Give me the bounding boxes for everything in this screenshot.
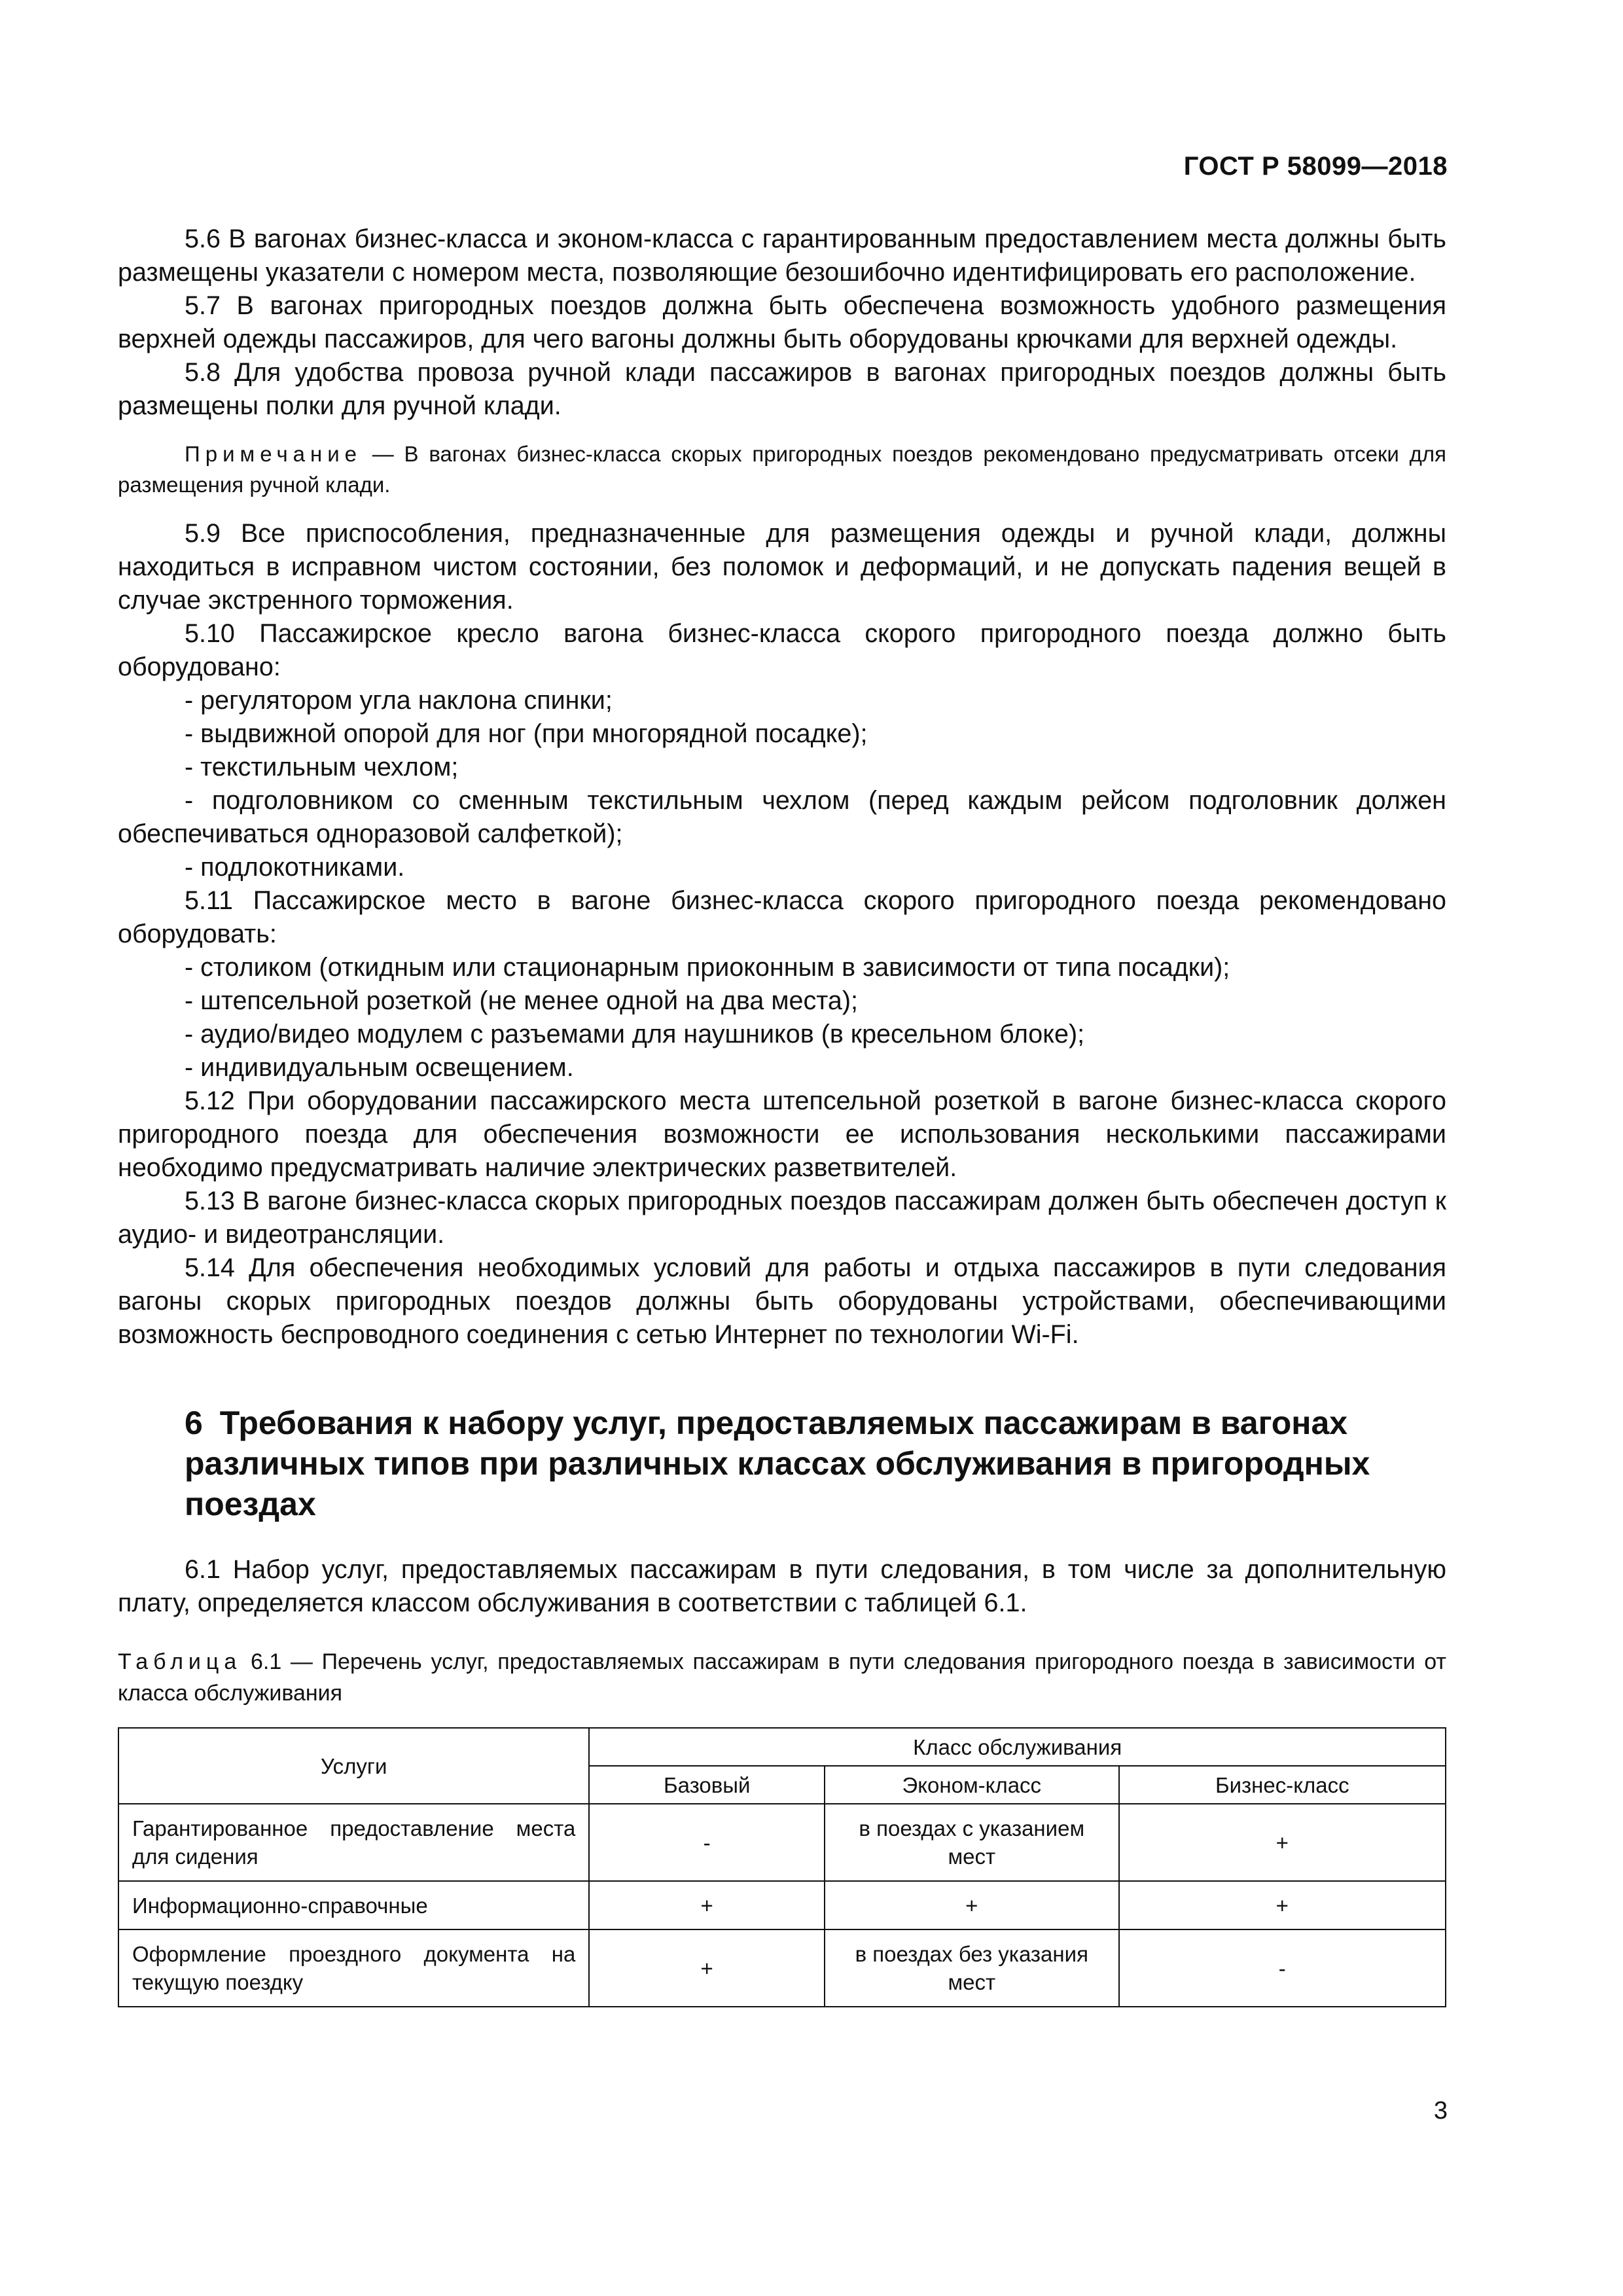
paragraph-6-1: 6.1 Набор услуг, предоставляемых пассажирам в пути следования, в том числе за дополнительную плату, определяется классом обслуживания в соответствии с таблицей 6.1. xyxy=(118,1555,1446,1617)
note-label: Примечание xyxy=(185,442,363,466)
table-caption-label: Таблица xyxy=(118,1649,242,1674)
table-caption-text: 6.1 — Перечень услуг, предоставляемых пассажирам в пути следования пригородного поезда в зависимости от класса обслуживания xyxy=(118,1649,1446,1706)
paragraph-5-14: 5.14 Для обеспечения необходимых условий для работы и отдыха пассажиров в пути следования вагоны скорых пригородных поездов должны быть оборудованы устройствами, обеспечивающими возможность беспроводного соединения с сетью Интернет по технологии Wi-Fi. xyxy=(118,1253,1446,1349)
list-item: - столиком (откидным или стационарным приоконным в зависимости от типа посадки); xyxy=(185,953,1230,982)
section-number: 6 xyxy=(185,1405,203,1441)
header-services: Услуги xyxy=(118,1728,589,1804)
service-cell: Информационно-справочные xyxy=(118,1881,589,1929)
value-cell: в поездах с указанием мест xyxy=(825,1804,1119,1881)
page-number: 3 xyxy=(1433,2097,1448,2125)
value-cell: + xyxy=(589,1881,825,1929)
value-cell: + xyxy=(589,1929,825,2007)
list-item: - штепсельной розеткой (не менее одной на два места); xyxy=(185,986,858,1015)
header-service-class: Класс обслуживания xyxy=(589,1728,1446,1766)
section-6-heading xyxy=(118,1403,1446,1524)
table-row xyxy=(118,1929,1446,2007)
paragraph-5-6: 5.6 В вагонах бизнес-класса и эконом-класса с гарантированным предоставлением места должны быть размещены указатели с номером места, позволяющие безошибочно идентифицировать его расположение. xyxy=(118,224,1446,287)
value-cell: + xyxy=(1119,1881,1446,1929)
services-table xyxy=(118,1727,1446,2007)
service-cell: Гарантированное предоставление места для сидения xyxy=(118,1804,589,1881)
paragraph-5-9: 5.9 Все приспособления, предназначенные для размещения одежды и ручной клади, должны находиться в исправном чистом состоянии, без поломок и деформаций, и не допускать падения вещей в случае экстренного торможения. xyxy=(118,519,1446,615)
list-item: - индивидуальным освещением. xyxy=(185,1053,574,1082)
table-row xyxy=(118,1804,1446,1881)
value-cell: - xyxy=(1119,1929,1446,2007)
list-item: - выдвижной опорой для ног (при многорядной посадке); xyxy=(185,719,868,748)
header-economy: Эконом-класс xyxy=(825,1766,1119,1804)
table-header-row xyxy=(118,1728,1446,1766)
note-text: — В вагонах бизнес-класса скорых пригородных поездов рекомендовано предусматривать отсеки для размещения ручной клади. xyxy=(118,442,1446,497)
list-item: - текстильным чехлом; xyxy=(185,753,459,781)
paragraph-5-12: 5.12 При оборудовании пассажирского места штепсельной розеткой в вагоне бизнес-класса скорого пригородного поезда для обеспечения возможности ее использования несколькими пассажирами необходимо предусматривать наличие электрических разветвителей. xyxy=(118,1086,1446,1182)
value-cell: в поездах без указания мест xyxy=(825,1929,1119,2007)
list-item: - аудио/видео модулем с разъемами для наушников (в кресельном блоке); xyxy=(185,1020,1085,1049)
list-item: - подлокотниками. xyxy=(185,853,405,882)
section-title: Требования к набору услуг, предоставляемых пассажирам в вагонах различных типов при различных классах обслуживания в пригородных поездах xyxy=(185,1405,1370,1522)
paragraph-5-10: 5.10 Пассажирское кресло вагона бизнес-класса скорого пригородного поезда должно быть оборудовано: xyxy=(118,619,1446,681)
list-item: - подголовником со сменным текстильным чехлом (перед каждым рейсом подголовник должен обеспечиваться одноразовой салфеткой); xyxy=(118,786,1446,848)
value-cell: + xyxy=(825,1881,1119,1929)
paragraph-5-11: 5.11 Пассажирское место в вагоне бизнес-класса скорого пригородного поезда рекомендовано оборудовать: xyxy=(118,886,1446,948)
table-row xyxy=(118,1881,1446,1929)
document-id-header: ГОСТ Р 58099—2018 xyxy=(1183,152,1448,181)
page-content xyxy=(118,223,1446,2007)
table-caption xyxy=(118,1646,1446,1709)
paragraph-5-13: 5.13 В вагоне бизнес-класса скорых пригородных поездов пассажирам должен быть обеспечен доступ к аудио- и видеотрансляции. xyxy=(118,1187,1446,1249)
paragraph-5-8: 5.8 Для удобства провоза ручной клади пассажиров в вагонах пригородных поездов должны быть размещены полки для ручной клади. xyxy=(118,358,1446,420)
header-business: Бизнес-класс xyxy=(1119,1766,1446,1804)
header-basic: Базовый xyxy=(589,1766,825,1804)
value-cell: + xyxy=(1119,1804,1446,1881)
list-item: - регулятором угла наклона спинки; xyxy=(185,686,613,715)
value-cell: - xyxy=(589,1804,825,1881)
note xyxy=(118,439,1446,500)
service-cell: Оформление проездного документа на текущую поездку xyxy=(118,1929,589,2007)
paragraph-5-7: 5.7 В вагонах пригородных поездов должна быть обеспечена возможность удобного размещения верхней одежды пассажиров, для чего вагоны должны быть оборудованы крючками для верхней одежды. xyxy=(118,291,1446,353)
